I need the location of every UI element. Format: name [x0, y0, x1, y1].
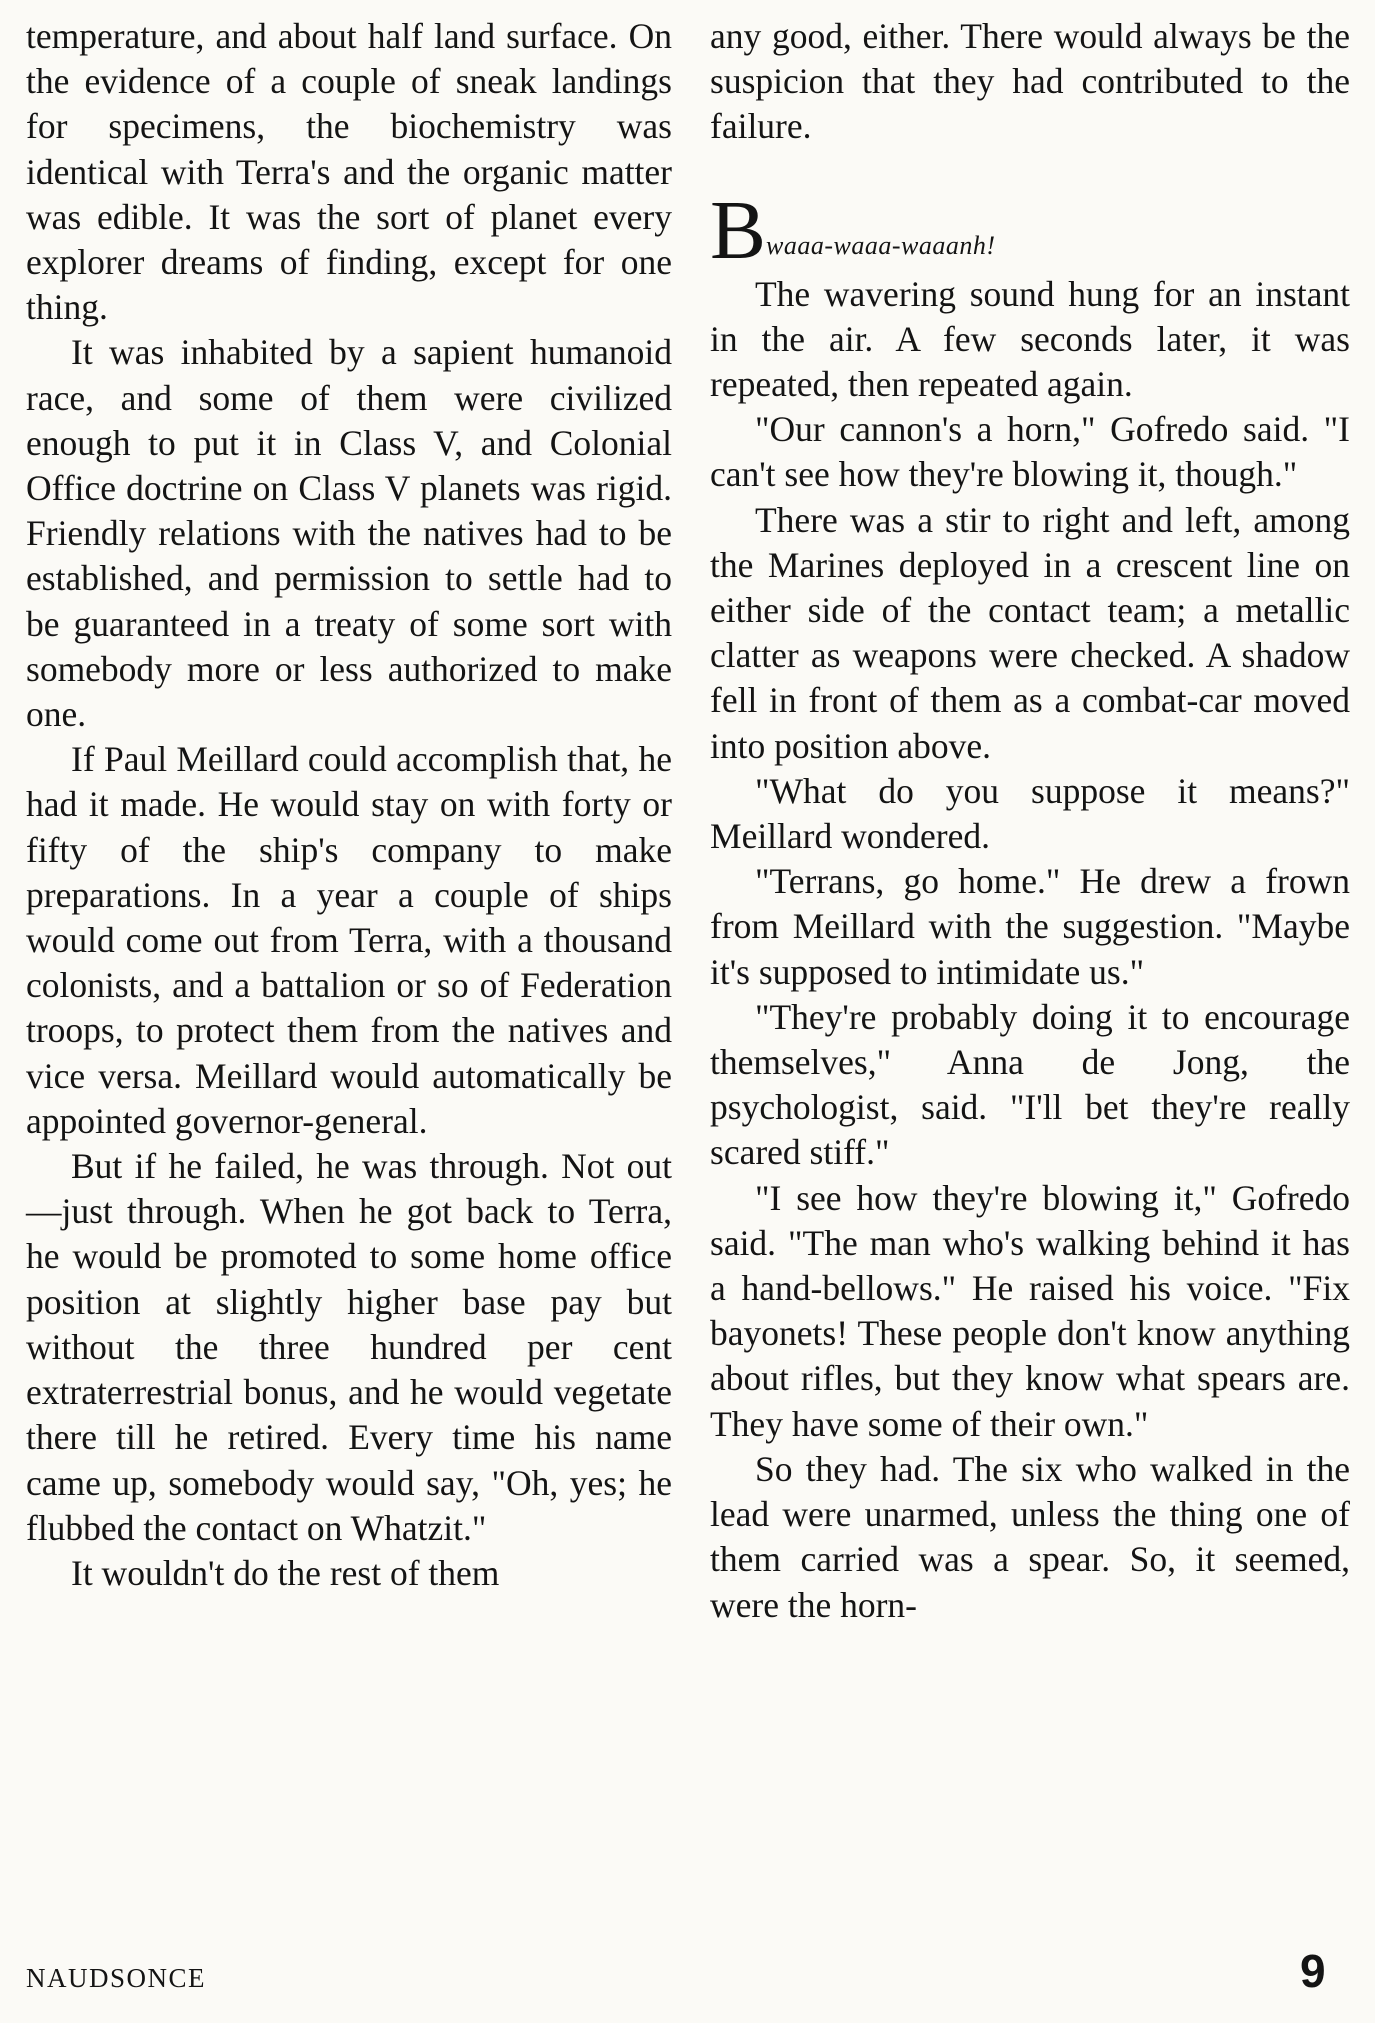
paragraph: "Our cannon's a horn," Gofredo said. "I can't see how they're blowing it, though." — [710, 409, 1350, 495]
left-column — [26, 14, 672, 1596]
running-title: NAUDSONCE — [26, 1963, 207, 1993]
paragraph: It wouldn't do the rest of them — [71, 1552, 500, 1593]
paragraph: It was inhabited by a sapient humanoid race, and some of them were civilized enough to put it in Class V, and Colonial Office doctrine on Class V planets was rigid. Friendly relations with the natives had to be established, and permission to settle had to be guaranteed in a treaty of some sort with somebody more or less authorized to make one. — [26, 332, 672, 735]
right-column — [710, 14, 1350, 1628]
section-opening — [710, 183, 1350, 277]
paragraph: So they had. The six who walked in the lead were unarmed, unless the thing one of them carried was a spear. So, it seemed, were the horn- — [710, 1448, 1350, 1625]
paragraph: There was a stir to right and left, among the Marines deployed in a crescent line on either side of the contact team; a metallic clatter as weapons were checked. A shadow fell in front of them as a combat-car moved into position above. — [710, 499, 1350, 766]
paragraph: The wavering sound hung for an instant in the air. A few seconds later, it was repeated, then repeated again. — [710, 273, 1350, 405]
drop-cap: B — [710, 183, 767, 277]
paragraph: "What do you suppose it means?" Meillard wondered. — [710, 770, 1350, 857]
paragraph: But if he failed, he was through. Not out—just through. When he got back to Terra, he would be promoted to some home office position at slightly higher base pay but without the three hundred per cent extraterrestrial bonus, and he would vegetate there till he retired. Every time his name came up, somebody would say, "Oh, yes; he flubbed the contact on Whatzit." — [26, 1146, 672, 1548]
paragraph: "I see how they're blowing it," Gofredo said. "The man who's walking behind it has a hand-bellows." He raised his voice. "Fix bayonets! These people don't know anything about rifles, but they know what spears are. They have some of their own." — [710, 1177, 1350, 1444]
drop-cap-continuation: waaa-waaa-waaanh! — [766, 230, 996, 260]
paragraph: If Paul Meillard could accomplish that, he had it made. He would stay on with forty or fifty of the ship's company to make preparations. In a year a couple of ships would come out from Terra, with a thousand colonists, and a battalion or so of Federation troops, to protect them from the natives and vice versa. Meillard would automatically be appointed governor-general. — [26, 739, 672, 1141]
section-break — [710, 150, 1350, 205]
paragraph: temperature, and about half land surface. On the evidence of a couple of sneak landings for specimens, the biochemistry was identical with Terra's and the organic matter was edible. It was the sort of planet every explorer dreams of finding, except for one thing. — [26, 16, 672, 328]
paragraph: any good, either. There would always be the suspicion that they had contributed to the failure. — [710, 16, 1350, 147]
paragraph: "Terrans, go home." He drew a frown from Meillard with the suggestion. "Maybe it's supposed to intimidate us." — [710, 861, 1350, 992]
page-number: 9 — [1300, 1945, 1326, 1997]
paragraph: "They're probably doing it to encourage themselves," Anna de Jong, the psychologist, said. "I'll bet they're really scared stiff." — [710, 996, 1350, 1173]
